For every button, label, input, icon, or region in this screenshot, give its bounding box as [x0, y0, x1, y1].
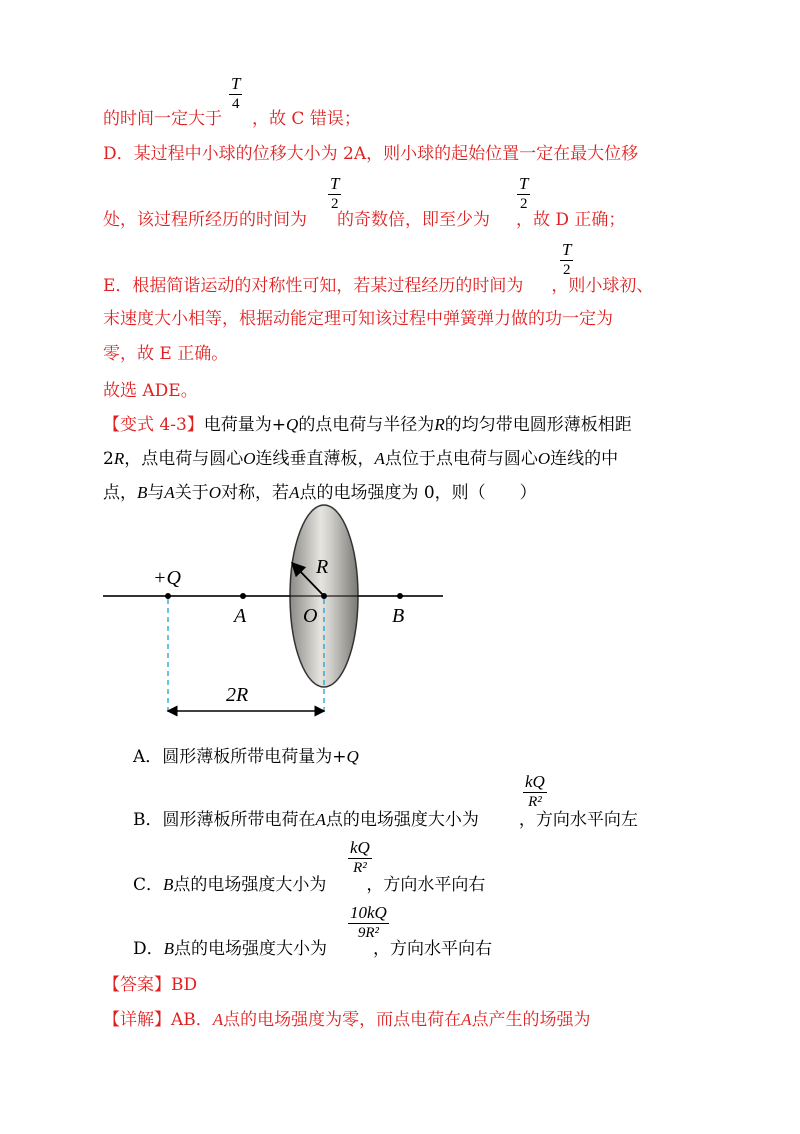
symbol: A: [164, 483, 175, 502]
fraction-denominator: R²: [353, 860, 367, 876]
text: 的均匀带电圆形薄板相距: [444, 415, 632, 435]
symbol: B: [137, 483, 148, 502]
text: 点位于点电荷与圆心: [384, 449, 538, 469]
text: B．圆形薄板所带电荷在: [133, 810, 316, 830]
text: 点的电场强度大小为: [325, 810, 479, 830]
symbol: A: [374, 449, 385, 468]
fraction-numerator: 10kQ: [350, 903, 387, 922]
text: ，方向水平向左: [518, 810, 638, 830]
text: 的点电荷与半径为: [298, 415, 435, 435]
text: ，方向水平向右: [373, 939, 493, 959]
line-text: E．根据简谐运动的对称性可知，若某过程经历的时间为: [103, 276, 524, 296]
text: 点产生的场强为: [471, 1010, 591, 1030]
symbol: O: [243, 449, 256, 468]
problem-tag: 【变式 4-3】: [103, 415, 204, 435]
answer-value: BD: [171, 975, 198, 995]
solution-line-6: 零，故 E 正确。: [103, 344, 229, 364]
text: 与: [147, 483, 165, 503]
point-a-dot: [240, 593, 246, 599]
symbol: B: [163, 939, 175, 958]
symbol: A: [315, 810, 326, 829]
symbol: B: [163, 875, 174, 894]
answer-label: 【答案】: [103, 975, 171, 995]
symbol: O: [208, 483, 222, 502]
text: ，方向水平向右: [366, 875, 486, 895]
distance-label: 2R: [226, 684, 249, 706]
fraction-numerator: T: [231, 74, 241, 93]
line-text: 的奇数倍，即至少为: [337, 210, 490, 230]
text: 点的电场强度为 0，则（ ）: [299, 483, 537, 503]
text: 连线垂直薄板，: [255, 449, 375, 469]
symbol: R: [113, 449, 125, 468]
symbol: R: [434, 415, 445, 434]
fraction-numerator: T: [519, 174, 529, 193]
fraction-kq-over-r2: [348, 838, 372, 877]
fraction-denominator: R²: [528, 794, 542, 810]
point-a-label: A: [234, 605, 247, 627]
line-text: 的时间一定大于: [103, 109, 222, 129]
option-b: [133, 805, 638, 830]
symbol: O: [537, 449, 551, 468]
fraction-denominator: 4: [231, 96, 240, 112]
fraction-kq-over-r2: [523, 772, 547, 811]
symbol: Q: [346, 747, 359, 766]
text: D．: [133, 939, 164, 959]
option-d: [133, 934, 492, 959]
fraction-denominator: 9R²: [357, 925, 379, 941]
symbol: A: [212, 1010, 224, 1029]
fraction-10kq-over-9r2: [348, 903, 389, 942]
fraction-numerator: kQ: [525, 772, 545, 791]
text: 点，: [103, 483, 137, 503]
point-b-dot: [397, 593, 403, 599]
point-o-dot: [321, 593, 327, 599]
text: 点的电场强度大小为: [174, 939, 328, 959]
text: 连线的中: [550, 449, 619, 469]
text: 关于: [174, 483, 209, 503]
symbol: A: [289, 483, 300, 502]
fraction-denominator: 2: [562, 262, 571, 278]
text: 点的电场强度大小为: [173, 875, 327, 895]
explanation-line: [103, 1005, 591, 1030]
answer-line: [103, 970, 197, 995]
text: 点的电场强度为零，而点电荷在: [223, 1010, 462, 1030]
option-c: [133, 870, 485, 895]
text: C．: [133, 875, 164, 895]
option-a: [133, 742, 359, 767]
radius-label: R: [316, 556, 329, 578]
fraction-denominator: 2: [519, 196, 528, 212]
solution-line-7: 故选 ADE。: [103, 381, 198, 401]
point-b-label: B: [392, 605, 405, 627]
charge-label: +Q: [153, 567, 181, 589]
text: 2: [103, 449, 114, 469]
fraction-denominator: 2: [330, 196, 339, 212]
solution-line-2: D．某过程中小球的位移大小为 2A，则小球的起始位置一定在最大位移: [103, 144, 639, 164]
text: ，点电荷与圆心: [124, 449, 244, 469]
text: 对称，若: [221, 483, 290, 503]
text: A．圆形薄板所带电荷量为+: [133, 747, 347, 767]
point-o-label: O: [303, 605, 318, 627]
line-text: ，故 D 正确；: [516, 210, 626, 230]
text: AB．: [171, 1010, 213, 1030]
symbol: A: [461, 1010, 472, 1029]
fraction-numerator: T: [562, 240, 572, 259]
fraction-numerator: kQ: [350, 838, 370, 857]
fraction-numerator: T: [330, 174, 340, 193]
point-charge-dot: [165, 593, 171, 599]
line-text: ，则小球初、: [551, 276, 654, 296]
line-text: 处，该过程所经历的时间为: [103, 210, 307, 230]
solution-line-5: 末速度大小相等，根据动能定理可知该过程中弹簧弹力做的功一定为: [103, 309, 613, 329]
explanation-label: 【详解】: [103, 1010, 171, 1030]
text: 电荷量为+: [203, 415, 287, 435]
line-text: ，故 C 错误；: [252, 109, 361, 129]
symbol: Q: [286, 415, 299, 434]
